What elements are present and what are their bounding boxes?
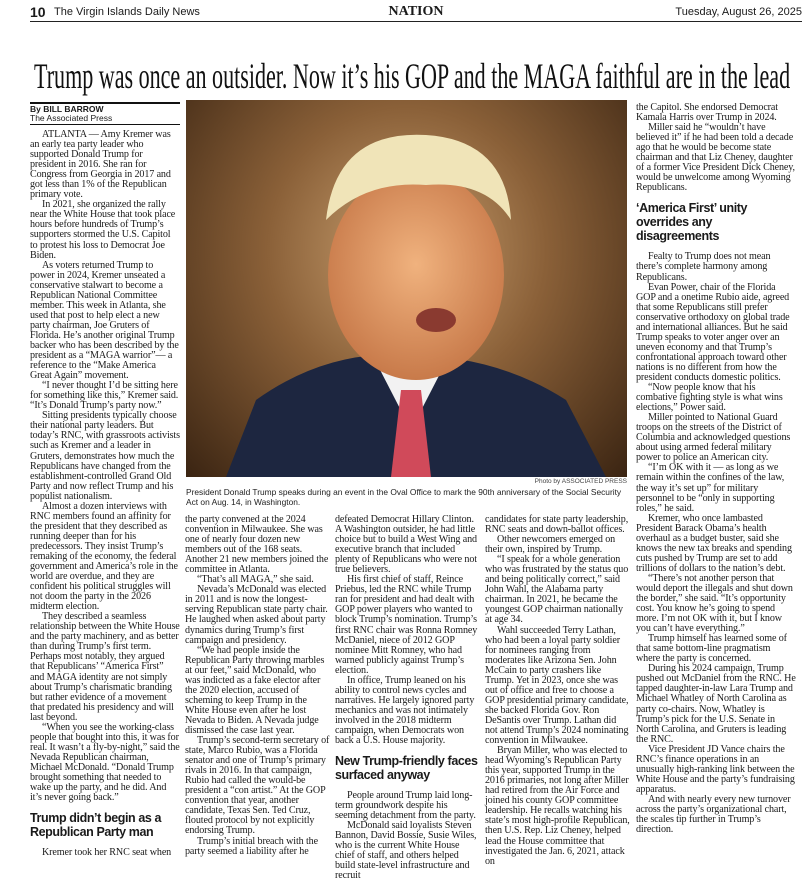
article-column-4 xyxy=(485,515,631,867)
paragraph: defeated Democrat Hillary Clinton. A Washington outsider, he had little choice but to build a West Wing and executive branch that included plenty of Republicans who were not true believers. xyxy=(335,514,477,576)
photo-credit: Photo by ASSOCIATED PRESS xyxy=(534,478,627,485)
photo-caption: President Donald Trump speaks during an event in the Oval Office to mark the 90th anniversary of the Social Security Act on Aug. 14, in Washington. xyxy=(186,487,622,507)
page-number: 10 xyxy=(30,4,46,20)
paragraph: “I’m OK with it — as long as we remain within the confines of the law, the way it’s set up” for military personnel to be “only in supporting roles,” he said. xyxy=(636,462,785,514)
paragraph: Nevada’s McDonald was elected in 2011 and is now the longest-serving Republican state party chair. He laughed when asked about party dynamics during Trump’s first campaign and presidency. xyxy=(185,584,328,646)
paragraph: Miller pointed to National Guard troops on the streets of the District of Columbia and acknowledged questions about using armed federal military power to police an American city. xyxy=(636,412,791,464)
paragraph: Miller said he “wouldn’t have believed it” if he had been told a decade ago that he would be become state chairman and that Liz Cheney, daughter of a former Vice President Dick Cheney, would be unwelcome among Wyoming Republicans. xyxy=(636,122,795,194)
page-header xyxy=(30,4,802,22)
article-column-2 xyxy=(185,515,331,857)
byline-author: By BILL BARROW xyxy=(30,104,104,114)
paragraph: Evan Power, chair of the Florida GOP and a onetime Rubio aide, agreed that some Republicans still prefer conservative orthodoxy on global trade and international alliances. But he said Trump speaks to voter anger over an uneven economy and that Trump’s confrontational approach toward other nations is no different from how the president conducts domestic politics. xyxy=(636,281,790,383)
paragraph: Kremer, who once lambasted President Barack Obama’s health overhaul as a budget buster, said she knows the new tax breaks and spending cuts pushed by Trump are set to add trillions of dollars to the nation’s debt. xyxy=(636,512,792,574)
article-column-5 xyxy=(636,103,796,835)
subheading: Trump didn’t begin as a Republican Party man xyxy=(30,811,162,840)
paragraph: Other newcomers emerged on their own, inspired by Trump. xyxy=(485,534,616,556)
paragraph: Vice President JD Vance chairs the RNC’s finance operations in an unusually high-ranking link between the White House and the party’s fundraising apparatus. xyxy=(636,743,795,795)
paragraph: And with nearly every new turnover across the party’s organizational chart, the scales tip further in Trump’s direction. xyxy=(636,793,791,836)
issue-date: Tuesday, August 26, 2025 xyxy=(675,6,802,18)
byline-org: The Associated Press xyxy=(30,113,113,123)
paragraph: “There’s not another person that would deport the illegals and shut down the border,” she said. “It’s opportunity cost. You know he’s going to spend more. I’m not OK with it, but I know you can’t have everything.” xyxy=(636,572,793,635)
paragraph: “That’s all MAGA,” she said. xyxy=(197,574,314,586)
paragraph: They described a seamless relationship between the White House and the party machinery, and as better than during Trump’s first term. Perhaps most notably, they argued that Republicans’ “America First” and MAGA identity are not simply about Trump’s charismatic branding but rather evidence of a movement that predated his presidency and will last beyond. xyxy=(30,611,180,723)
paragraph: Kremer took her RNC seat when xyxy=(42,847,172,859)
paragraph: ATLANTA — Amy Kremer was an early tea party leader who supported Donald Trump for president in 2016. She ran for Congress from Georgia in 2017 and got less than 1% of the Republican primary vote. xyxy=(30,129,171,201)
paragraph: Bryan Miller, who was elected to head Wyoming’s Republican Party this year, supported Trump in the 2016 primaries, not long after Miller had retired from the Air Force and joined his county GOP committee leadership. He recalls watching his state’s most high-profile Republican, then U.S. Rep. Liz Cheney, helped lead the House committee that investigated the Jan. 6, 2021, attack on xyxy=(485,745,630,867)
paragraph: People around Trump laid long-term groundwork despite his seeming detachment from the party. xyxy=(335,790,476,822)
paragraph: During his 2024 campaign, Trump pushed out McDaniel from the RNC. He tapped daughter-in-law Lara Trump and Michael Whatley of North Carolina as party co-chairs. Now, Whatley is Trump’s pick for the U.S. Senate in North Carolina, and Gruters is leading the RNC. xyxy=(636,663,796,745)
paragraph: “I speak for a whole generation who was frustrated by the status quo and being politically correct,” said John Wahl, the Alabama party chairman. In 2021, he became the youngest GOP chairman nationally at age 34. xyxy=(485,554,629,626)
paragraph: Almost a dozen interviews with RNC members found an affinity for the president that they described as running deeper than for his predecessors. They insist Trump’s remaking of the economy, the federal government and America’s role in the world are overdue, and they are confident his political struggles will not doom the party in the 2026 midterm election. xyxy=(30,500,178,613)
newspaper-name: The Virgin Islands Daily News xyxy=(54,6,200,18)
paragraph: Trump himself has learned some of that same bottom-line pragmatism where the party is concerned. xyxy=(636,633,787,665)
paragraph: Fealty to Trump does not mean there’s complete harmony among Republicans. xyxy=(636,251,771,283)
photo-illustration xyxy=(186,100,627,477)
paragraph: Sitting presidents typically choose their national party leaders. But today’s RNC, with grassroots activists such as Kremer and a leader in Gruters, demonstrates how much the Republicans have changed from the establishment-controlled Grand Old Party and now reflect Trump and his populist nationalism. xyxy=(30,410,180,502)
subheading: New Trump-friendly faces surfaced anyway xyxy=(335,754,478,783)
paragraph: His first chief of staff, Reince Priebus, led the RNC while Trump ran for president and had dealt with GOP power players who wanted to block Trump’s nomination. Trump’s first RNC chair was Ronna Romney McDaniel, niece of 2012 GOP nominee Mitt Romney, who had warned publicly against Trump’s election. xyxy=(335,574,478,676)
paragraph: “We had people inside the Republican Party throwing marbles at our feet,” said McDonald, who was indicted as a fake elector after the 2020 election, accused of scheming to keep Trump in the White House even after he lost Nevada to Biden. A Nevada judge dismissed the case last year. xyxy=(185,644,325,736)
news-photo xyxy=(186,100,627,477)
paragraph: “I never thought I’d be sitting here for something like this,” Kremer said. “It’s Donald Trump’s party now.” xyxy=(30,380,179,412)
paragraph: Trump’s initial breach with the party seemed a liability after he xyxy=(185,835,318,857)
paragraph: Wahl succeeded Terry Lathan, who had been a loyal party soldier for nominees ranging from moderates like Arizona Sen. John McCain to party crashers like Trump. Yet in 2023, once she was out of office and free to choose a GOP presidential primary candidate, she backed Florida Gov. Ron DeSantis over Trump. Lathan did not attend Trump’s 2024 nominating convention in Milwaukee. xyxy=(485,624,629,747)
headline: Trump was once an outsider. Now it’s his GOP and the MAGA faithful are in the lead xyxy=(34,56,791,96)
paragraph: candidates for state party leadership, RNC seats and down-ballot offices. xyxy=(485,514,629,536)
byline xyxy=(30,102,180,125)
paragraph: As voters returned Trump to power in 2024, Kremer unseated a conservative stalwart to become a Republican National Committee member. This week in Atlanta, she used that post to help elect a new party chairman, Joe Gruters of Florida. He’s another original Trump backer who has been described by the president as a “MAGA warrior”— a reference to the “Make America Great Again” movement. xyxy=(30,259,179,382)
paragraph: “When you see the working-class people that bought into this, it was for real. It wasn’t a fly-by-night,” said the Nevada Republican chairman, Michael McDonald. “Donald Trump brought something that needed to wake up the party, and he did. And it’s never going back.” xyxy=(30,721,180,804)
paragraph: the party convened at the 2024 convention in Milwaukee. She was one of nearly four dozen new members out of the 168 seats. Another 21 new members joined the committee in Atlanta. xyxy=(185,514,329,576)
article-column-1 xyxy=(30,130,180,858)
paragraph: “Now people know that his combative fighting style is what wins elections,” Power said. xyxy=(636,382,783,414)
paragraph: In 2021, she organized the rally near the White House that took place hours before hundreds of Trump’s supporters stormed the U.S. Capitol to protest his loss to Democrat Joe Biden. xyxy=(30,199,176,261)
paragraph: the Capitol. She endorsed Democrat Kamala Harris over Trump in 2024. xyxy=(636,102,778,124)
subheading: ‘America First’ unity overrides any disagreements xyxy=(636,201,748,244)
section-name: NATION xyxy=(388,4,444,19)
paragraph: In office, Trump leaned on his ability to control news cycles and narratives. He largely ignored party mechanics and was not intimately involved in the 2018 midterm campaign, when Democrats won back a U.S. House majority. xyxy=(335,674,475,747)
paragraph: McDonald said loyalists Steven Bannon, David Bossie, Susie Wiles, who is the current White House chief of staff, and others helped build state-level infrastructure and recruit xyxy=(335,820,477,882)
paragraph: Trump’s second-term secretary of state, Marco Rubio, was a Florida senator and one of Trump’s primary rivals in 2016. In that campaign, Rubio had called the would-be president a “con artist.” At the GOP convention that year, another candidate, Texas Sen. Ted Cruz, flouted protocol by not explicitly endorsing Trump. xyxy=(185,735,330,837)
article-column-3 xyxy=(335,515,481,882)
